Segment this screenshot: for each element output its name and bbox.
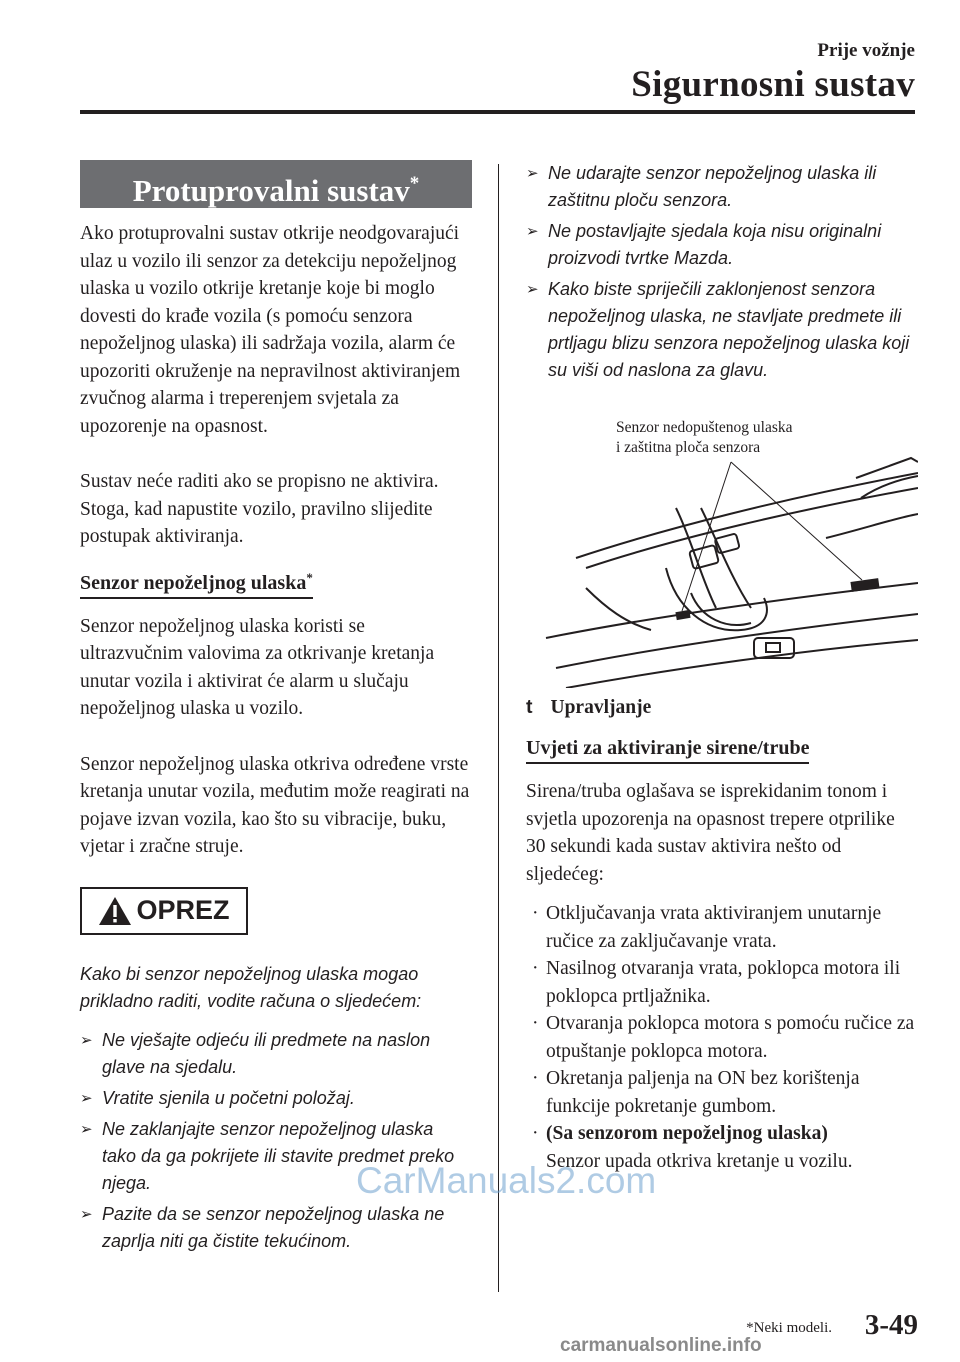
- caution-item: ➢ Pazite da se senzor nepoželjnog ulaska ne zaprlja niti ga čistite tekućinom.: [80, 1201, 472, 1255]
- siren-heading: Uvjeti za aktiviranje sirene/trube: [526, 735, 809, 764]
- sensor-heading-text: Senzor nepoželjnog ulaska: [80, 571, 307, 594]
- site-watermark: carmanualsonline.info: [560, 1335, 762, 1356]
- sensor-paragraph-1: Senzor nepoželjnog ulaska koristi se ultrazvučnim valovima za otkrivanje kretanja unutar vozila i aktivirat će alarm u slučaju nepoželjnog ulaska u vozilo.: [80, 615, 435, 719]
- caution-intro: Kako bi senzor nepoželjnog ulaska mogao prikladno raditi, vodite računa o sljedećem:: [80, 963, 422, 1011]
- operation-heading-text: Upravljanje: [550, 697, 652, 718]
- watermark: CarManuals2.com: [356, 1160, 657, 1201]
- caution-item: ➢ Ne vješajte odjeću ili predmete na naslon glave na sjedalu.: [80, 1027, 472, 1081]
- section-banner: [80, 160, 472, 208]
- arrow-check-icon: ➢: [526, 281, 539, 298]
- siren-condition-list: [526, 900, 918, 1175]
- caution-item: ➢ Ne zaklanjajte senzor nepoželjnog ulaska tako da ga pokrijete ili stavite predmet preko njega.: [80, 1116, 472, 1197]
- activation-paragraph: Sustav neće raditi ako se propisno ne aktivira. Stoga, kad napustite vozilo, pravilno slijedite postupak aktiviranja.: [80, 471, 439, 547]
- arrow-check-icon: ➢: [80, 1089, 93, 1107]
- footnote: *Neki modeli.: [746, 1320, 832, 1336]
- sensor-equipped-note: (Sa senzorom nepoželjnog ulaska): [546, 1123, 828, 1144]
- figure-label: Senzor nedopuštenog ulaska i zaštitna ploča senzora: [616, 419, 793, 456]
- list-item: · (Sa senzorom nepoželjnog ulaska) Senzor upada otkriva kretanje u vozilu.: [532, 1123, 853, 1172]
- sensor-figure: [526, 418, 918, 688]
- chapter-title: Prije vožnje: [817, 40, 915, 61]
- caution-box: [80, 887, 248, 935]
- arrow-check-icon: ➢: [80, 1120, 93, 1138]
- list-item: · Otvaranja poklopca motora s pomoću ručice za otpuštanje poklopca motora.: [532, 1013, 915, 1062]
- page-number: 3-49: [864, 1309, 918, 1341]
- banner-footnote-mark: *: [409, 173, 420, 194]
- sensor-heading: [80, 565, 313, 599]
- caution-list-right: [526, 160, 918, 384]
- arrow-check-icon: ➢: [80, 1031, 93, 1049]
- banner-title: Protuprovalni sustav: [132, 173, 410, 208]
- left-column: [80, 160, 472, 1255]
- siren-intro: Sirena/truba oglašava se isprekidanim tonom i svjetla upozorenja na opasnost trepere otprilike 30 sekundi kada sustav aktivira nešto od sljedećeg:: [526, 781, 895, 885]
- right-column: [526, 160, 918, 1175]
- intro-paragraph: Ako protuprovalni sustav otkrije neodgovarajući ulaz u vozilo ili senzor za detekciju nepoželjnog ulaska u vozilo otkrije kretanje koje bi moglo dovesti do krađe vozila (s pomoću senzora nepoželjnog ulaska) ili sadržaja vozila, alarm će upozoriti okruženje na nepravilnost aktiviranjem zvučnog alarma i treperenjem svjetala za upozorenje na opasnost.: [80, 223, 461, 437]
- overhead-console-illustration: [526, 418, 918, 688]
- column-divider: [498, 164, 499, 1292]
- list-item: · Okretanja paljenja na ON bez korištenja funkcije pokretanje gumbom.: [532, 1068, 860, 1117]
- caution-item: ➢ Ne udarajte senzor nepoželjnog ulaska ili zaštitnu ploču senzora.: [526, 160, 918, 214]
- sensor-paragraph-2: Senzor nepoželjnog ulaska otkriva određene vrste kretanja unutar vozila, međutim može reagirati na pojave izvan vozila, kao što su vibracije, buku, vjetar i zračne struje.: [80, 753, 470, 857]
- warning-triangle-icon: [98, 896, 132, 926]
- caution-label: OPREZ: [136, 895, 230, 925]
- arrow-check-icon: ➢: [526, 223, 539, 240]
- list-item: · Otključavanja vrata aktiviranjem unutarnje ručice za zaključavanje vrata.: [532, 903, 882, 952]
- arrow-check-icon: ➢: [80, 1205, 93, 1223]
- caution-item: ➢ Kako biste spriječili zaklonjenost senzora nepoželjnog ulaska, ne stavljate predmete ili prtljagu blizu senzora nepoželjnog ulaska koji su viši od naslona za glavu.: [526, 276, 918, 384]
- arrow-check-icon: ➢: [526, 165, 539, 182]
- section-marker-glyph: t: [526, 696, 533, 718]
- list-item: · Nasilnog otvaranja vrata, poklopca motora ili poklopca prtljažnika.: [532, 958, 901, 1007]
- sensor-heading-mark: *: [306, 569, 313, 585]
- header-rule: [80, 110, 915, 114]
- caution-item: ➢ Vratite sjenila u početni položaj.: [80, 1085, 472, 1112]
- operation-heading: [526, 694, 918, 721]
- caution-list-left: [80, 1027, 472, 1255]
- caution-item: ➢ Ne postavljajte sjedala koja nisu originalni proizvodi tvrtke Mazda.: [526, 218, 918, 272]
- section-title: Sigurnosni sustav: [631, 64, 915, 105]
